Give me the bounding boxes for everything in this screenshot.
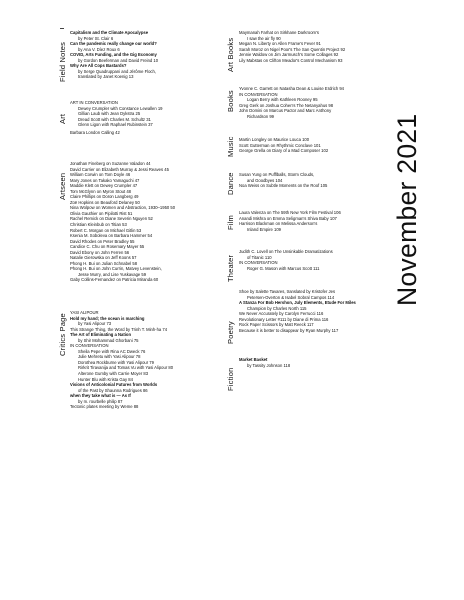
toc-entry: Jesse Murry, and Lise Yuskavage 59 xyxy=(78,271,147,277)
theater-list xyxy=(239,249,399,271)
art-books-list xyxy=(239,30,399,63)
toc-entry: by Ana V. Díez Roux 6 xyxy=(78,46,120,52)
toc-entry: Yvonne C. Garrett on Natasha Dean & Louise Erdrich 94 xyxy=(239,86,344,91)
toc-entry: Laura Valenza on The 59th New York Film Festival 106 xyxy=(239,210,341,215)
toc-entry: David Carrier on Elizabeth Murray & Jessi Reaves 45 xyxy=(70,166,169,172)
toc-entry: Dorothea Rockburne with Yasi Alipour 79 xyxy=(78,359,154,365)
toc-entry: Because it is better to disappear by Ryan Murphy 117 xyxy=(239,327,339,333)
toc-entry: Hold my hand; the ocean is marching xyxy=(70,315,145,321)
section-label-fiction: Fiction xyxy=(226,367,235,391)
toc-entry: William Corwin on Tom Doyle 46 xyxy=(70,172,131,178)
artseen-list xyxy=(70,161,230,283)
toc-entry: Glenn Ligon with Raphael Rubinstein 37 xyxy=(78,122,153,128)
toc-entry: The Art of Eliminating a Nation xyxy=(70,332,132,338)
fiction-list xyxy=(239,357,399,368)
toc-entry: Mary Jones on Takako Yamaguchi 47 xyxy=(70,177,140,183)
toc-entry: Claire Phillips on Doron Langberg 49 xyxy=(70,194,139,200)
toc-entry: Judith C. Lovell on The Unsinkable Dramatizations xyxy=(239,249,333,254)
toc-entry: Jennie Waldow on Jim Jarmusch's Some Collages 92 xyxy=(239,52,339,58)
toc-entry: Christian Kleinbub on Titian 53 xyxy=(70,222,127,228)
toc-entry: IN CONVERSATION xyxy=(70,343,109,349)
toc-entry: Natalie Gierowska on Jeff Koons 57 xyxy=(70,255,137,261)
dance-list xyxy=(239,172,399,189)
toc-entry: by Shir Mohammad Ghorbani 75 xyxy=(78,337,139,343)
toc-entry: John Domini on Marcus Pactor and Marc Anthony xyxy=(239,108,332,114)
toc-entry: Dread Scott with Charles M. Schultz 31 xyxy=(78,116,151,122)
section-label-theater: Theater xyxy=(226,254,235,282)
toc-entry: Tom McGlynn on Myron Stout 48 xyxy=(70,188,131,194)
toc-entry: David Ebony on John Ferren 56 xyxy=(70,249,130,255)
toc-entry: Richardson 99 xyxy=(247,113,275,119)
toc-entry: Inland Empire 109 xyxy=(247,226,281,232)
toc-entry: Sheila Pepe with Rina AC Dweck 76 xyxy=(78,348,146,354)
toc-entry: Harrison Blackman on Melissa Anderson's xyxy=(239,221,318,227)
toc-entry: Rock Paper Scissors by Matt Reeck 117 xyxy=(239,322,314,328)
poetry-list xyxy=(239,289,399,333)
section-label-music: Music xyxy=(226,136,235,157)
toc-entry: A Stanza For Bob Hershon, July Elements, Etude For Miles xyxy=(239,300,356,306)
toc-entry: Market Basket xyxy=(239,357,268,362)
toc-entry: Alterone Gumby with Carrie Moyer 83 xyxy=(78,371,149,377)
toc-entry: translated by Janet Koenig 13 xyxy=(78,74,134,80)
field-notes-list xyxy=(70,30,230,80)
toc-entry: Candice C. Chu on Rosemary Mayer 55 xyxy=(70,244,145,250)
toc-entry: Maddie Klett on Dewey Crumpler 47 xyxy=(70,183,138,189)
toc-entry: and Goodbyes 104 xyxy=(247,177,283,183)
toc-entry: Shoe by Salette Tavares, translated by Kristofer Jes xyxy=(239,289,336,294)
toc-entry: IN CONVERSATION xyxy=(239,260,278,266)
toc-entry: Phong H. Bui on Julian Schnabel 58 xyxy=(70,260,138,266)
section-label-critics-page: Critics Page xyxy=(58,313,67,356)
toc-entry: Zoë Hopkins on Beauford Delaney 50 xyxy=(70,199,140,205)
section-rule xyxy=(60,28,64,29)
toc-entry: Scott Gutterman on Rhythmic Conclave 101 xyxy=(239,142,321,148)
toc-entry: COVID, Arts Funding, and the Gig Economy xyxy=(70,52,157,58)
toc-entry: Rachel Remick on Diane Severin Nguyen 52 xyxy=(70,216,153,222)
toc-entry: Barbara London Calling 42 xyxy=(70,130,120,136)
toc-entry: Logan Berry with Kathleen Rooney 95 xyxy=(247,97,318,103)
toc-entry: YASI ALIPOUR xyxy=(70,310,99,315)
toc-entry: Gillian Laub with Jean Dykstra 25 xyxy=(78,111,141,117)
toc-entry: Tectonic plates meeting by Weme 88 xyxy=(70,404,139,410)
toc-entry: by Tassity Johnson 118 xyxy=(247,362,291,368)
books-list xyxy=(239,86,399,119)
toc-entry: We Never Accurately by Carolyn Ferrucci 116 xyxy=(239,311,324,317)
toc-entry: Hunter Blu with Krista Gay 84 xyxy=(78,376,133,382)
toc-entry: Champion by Charles North 115 xyxy=(247,305,307,311)
toc-entry: ART IN CONVERSATION xyxy=(70,100,118,105)
toc-entry: by Gordon Beeferman and David Freind 10 xyxy=(78,57,159,63)
toc-entry: Roger G. Mason with Marcus Scott 111 xyxy=(247,265,320,271)
toc-entry: IN CONVERSATION xyxy=(239,91,278,97)
section-label-artseen: Artseen xyxy=(58,172,67,200)
critics-page-list xyxy=(70,310,230,410)
toc-entry: by Yasi Alipour 73 xyxy=(78,321,112,327)
toc-entry: of the Past by Shaunna Rodrigues 86 xyxy=(78,387,148,393)
toc-entry: Gaby Collins-Fernandez on Patricia Miranda 60 xyxy=(70,277,159,283)
toc-entry: Capitalism and the Climate Apocalypse xyxy=(70,30,149,35)
toc-entry: Susan Yung on Pufflballs, Storm Clouds, xyxy=(239,172,315,177)
toc-entry: Jonathan Fineberg on Suzanne Valadon 44 xyxy=(70,161,151,166)
section-label-art: Art xyxy=(58,113,67,124)
toc-entry: Rirkrit Tiravanija and Tomas Vu with Yasi Alipour 80 xyxy=(78,365,174,371)
toc-entry: Greg Gerk on Joshua Cohen's The Netanyahus 98 xyxy=(239,102,334,108)
toc-entry: Nina Wolpow on Women and Abstraction, 1930–1950 50 xyxy=(70,205,176,211)
toc-entry: David Rhodes on Peter Bradley 55 xyxy=(70,238,135,244)
section-label-field-notes: Field Notes xyxy=(58,41,67,82)
toc-entry: Noa Weiss on Subtle Moments on the Roof 105 xyxy=(239,183,328,189)
toc-entry: Sarah Moroz on Nigel Poor's The San Quentin Project 92 xyxy=(239,46,346,52)
section-label-poetry: Poetry xyxy=(226,321,235,344)
toc-entry: by m. rourbelle philip 87 xyxy=(78,398,123,404)
toc-entry: Visions of Anticolonial Futures from Worlds xyxy=(70,382,158,388)
film-list xyxy=(239,210,399,232)
toc-entry: Dewey Crumpler with Constance Lewallen 19 xyxy=(78,105,163,111)
toc-entry: I saw the air fly 90 xyxy=(247,35,281,41)
toc-entry: Ksenia M. Soboleva on Barbara Hammer 54 xyxy=(70,233,153,239)
issue-title: November 2021 xyxy=(392,113,422,306)
toc-entry: Revolutionary Letter #111 by Diane di Prima 116 xyxy=(239,316,329,322)
art-list xyxy=(70,100,230,136)
section-label-film: Film xyxy=(226,215,235,230)
toc-entry: by Serge Quadruppani and Jérôme Floch, xyxy=(78,68,156,74)
toc-entry: George Grella on Diary of a Mad Composer 102 xyxy=(239,148,329,154)
section-label-art-books: Art Books xyxy=(226,37,235,72)
section-label-books: Books xyxy=(226,90,235,112)
toc-entry: Lily Mabstas on Clifton Meador's Control Mechanism 93 xyxy=(239,57,343,63)
toc-entry: when they take what is — As If xyxy=(70,393,131,399)
toc-entry: of Titanic 110 xyxy=(247,254,272,260)
toc-entry: by Peter St. Clair 6 xyxy=(78,35,114,41)
toc-entry: Megan N. Liberty on Allen Frame's Fever 91 xyxy=(239,41,321,47)
toc-entry: Petersen-Overton & Isabel Sobral Campos 114 xyxy=(247,294,335,300)
toc-entry: This Strange Thing, the Word by Trinh T. Minh-ha 74 xyxy=(70,326,168,332)
toc-entry: Can the pandemic really change our world? xyxy=(70,41,157,47)
toc-entry: Olivia Gauthier on Pipilotti Rist 51 xyxy=(70,210,133,216)
toc-entry: Maymanah Farhat on Sirkhane Darkroom's xyxy=(239,30,319,35)
toc-entry: Anandi Mishra on Emma Seligman's Shiva Baby 107 xyxy=(239,215,337,221)
toc-entry: Phong H. Bui on John Currin, Matvey Levenstein, xyxy=(70,266,162,272)
music-list xyxy=(239,137,399,154)
toc-entry: Why Are All Cops Bastards? xyxy=(70,63,127,69)
toc-entry: Robert C. Morgan on Michael Gitlin 53 xyxy=(70,227,142,233)
toc-entry: Martin Longley on Maurice Louca 100 xyxy=(239,137,310,142)
section-label-dance: Dance xyxy=(226,172,235,195)
toc-entry: Julie Mehretu with Yasi Alipour 78 xyxy=(78,354,141,360)
